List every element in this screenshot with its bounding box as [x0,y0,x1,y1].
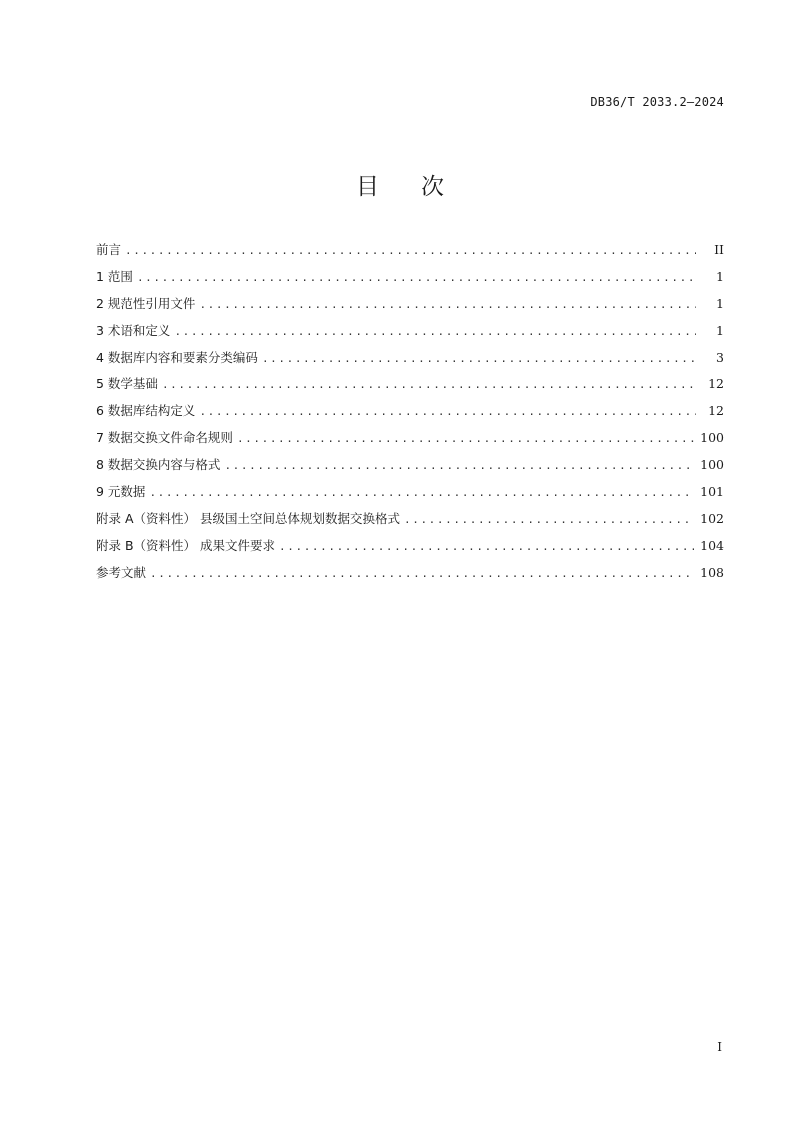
table-of-contents [96,240,724,590]
toc-entry-page: 1 [716,322,724,338]
toc-leader-dots [199,405,696,418]
toc-entry-page: 12 [708,403,724,419]
toc-leader-dots [279,540,694,553]
toc-entry-label: 6 数据库结构定义 [96,403,196,419]
toc-entry-normative-references[interactable] [96,294,724,321]
toc-entry-label: 8 数据交换内容与格式 [96,457,221,473]
toc-entry-file-naming[interactable] [96,428,724,455]
document-code: DB36/T 2033.2—2024 [590,95,724,109]
toc-entry-metadata[interactable] [96,482,724,509]
toc-entry-label: 5 数学基础 [96,376,158,392]
toc-entry-database-structure[interactable] [96,401,724,428]
toc-entry-page: 101 [700,484,724,500]
toc-entry-page: 102 [700,510,724,526]
toc-entry-math-basis[interactable] [96,374,724,401]
toc-entry-label: 前言 [96,242,122,257]
toc-entry-page: 100 [700,430,724,446]
toc-leader-dots [150,567,694,580]
toc-entry-label: 附录 B（资料性） 成果文件要求 [96,537,276,553]
toc-entry-scope[interactable] [96,267,724,294]
toc-entry-page: 100 [700,457,724,473]
toc-entry-label: 9 元数据 [96,484,146,500]
toc-entry-label: 7 数据交换文件命名规则 [96,430,233,446]
toc-entry-label: 1 范围 [96,268,133,284]
toc-entry-label: 附录 A（资料性） 县级国土空间总体规划数据交换格式 [96,510,400,526]
toc-entry-page: 1 [716,295,724,311]
toc-entry-terms-definitions[interactable] [96,321,724,348]
toc-entry-appendix-a[interactable] [96,509,724,536]
toc-leader-dots [404,513,694,526]
toc-entry-page: 104 [700,537,724,553]
toc-entry-page: 3 [716,349,724,365]
toc-leader-dots [125,244,696,257]
toc-leader-dots [262,352,696,365]
toc-entry-page: 12 [708,376,724,392]
toc-leader-dots [137,271,696,284]
toc-entry-label: 2 规范性引用文件 [96,295,196,311]
toc-leader-dots [199,298,696,311]
toc-entry-page: II [714,242,724,257]
page-title: 目次 [356,174,486,200]
toc-entry-label: 4 数据库内容和要素分类编码 [96,349,258,365]
toc-entry-page: 108 [700,564,724,580]
toc-entry-label: 3 术语和定义 [96,322,171,338]
toc-leader-dots [149,486,694,499]
toc-leader-dots [237,432,694,445]
toc-entry-label: 参考文献 [96,564,147,580]
toc-entry-database-content[interactable] [96,348,724,375]
toc-leader-dots [174,325,696,338]
toc-entry-exchange-content[interactable] [96,455,724,482]
toc-entry-page: 1 [716,268,724,284]
toc-entry-bibliography[interactable] [96,563,724,590]
toc-leader-dots [224,459,694,472]
toc-entry-appendix-b[interactable] [96,536,724,563]
toc-entry-foreword[interactable] [96,240,724,267]
toc-leader-dots [162,378,696,391]
page-number: I [717,1040,722,1054]
